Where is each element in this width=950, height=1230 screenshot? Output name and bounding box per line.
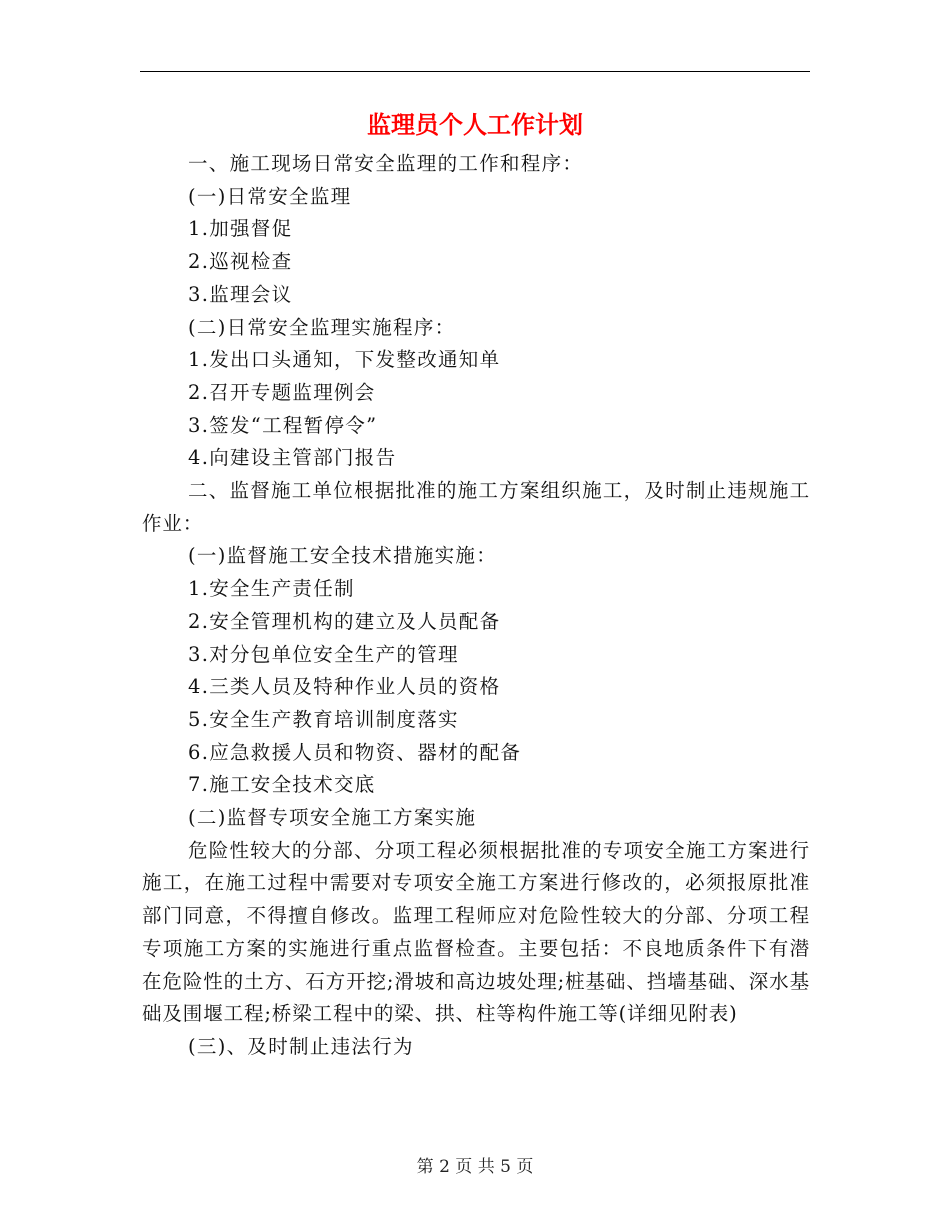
list-item: 3.对分包单位安全生产的管理 — [188, 642, 459, 666]
list-item: 3.签发“工程暂停令” — [188, 413, 378, 437]
list-item: 6.应急救援人员和物资、器材的配备 — [188, 740, 522, 764]
list-item: 2.巡视检查 — [188, 250, 293, 274]
list-item: 7.施工安全技术交底 — [188, 773, 376, 797]
page-footer: 第 2 页 共 5 页 — [416, 1157, 534, 1177]
list-item: 3.监理会议 — [188, 282, 293, 306]
subsection-heading: (二)监督专项安全施工方案实施 — [188, 806, 477, 830]
list-item: 1.发出口头通知，下发整改通知单 — [188, 348, 501, 372]
subsection-heading: (三)、及时制止违法行为 — [188, 1034, 414, 1058]
list-item: 4.三类人员及特种作业人员的资格 — [188, 675, 501, 699]
list-item: 2.召开专题监理例会 — [188, 380, 376, 404]
header-rule — [140, 71, 810, 72]
list-item: 5.安全生产教育培训制度落实 — [188, 707, 459, 731]
subsection-heading: (一)监督施工安全技术措施实施： — [188, 544, 498, 568]
section-heading-1: 一、施工现场日常安全监理的工作和程序： — [188, 152, 584, 175]
body-paragraph: 危险性较大的分部、分项工程必须根据批准的专项安全施工方案进行施工，在施工过程中需要对专项安全施工方案进行修改的，必须报原批准部门同意，不得擅自修改。监理工程师应对危险性较大的分部、分项工程专项施工方案的实施进行重点监督检查。主要包括：不良地质条件下有潜在危险性的土方、石方开挖;滑坡和高边坡处理;桩基础、挡墙基础、深水基础及围堰工程;桥梁工程中的梁、拱、柱等构件施工等(详细见附表) — [142, 838, 810, 1026]
list-item: 4.向建设主管部门报告 — [188, 446, 397, 470]
list-item: 2.安全管理机构的建立及人员配备 — [188, 609, 501, 633]
document-title: 监理员个人工作计划 — [367, 110, 583, 139]
subsection-heading: (二)日常安全监理实施程序： — [188, 315, 456, 339]
subsection-heading: (一)日常安全监理 — [188, 184, 352, 208]
document-body — [142, 148, 810, 1064]
list-item: 1.加强督促 — [188, 217, 293, 241]
section-heading-2: 二、监督施工单位根据批准的施工方案组织施工，及时制止违规施工作业： — [142, 479, 810, 535]
list-item: 1.安全生产责任制 — [188, 577, 355, 601]
